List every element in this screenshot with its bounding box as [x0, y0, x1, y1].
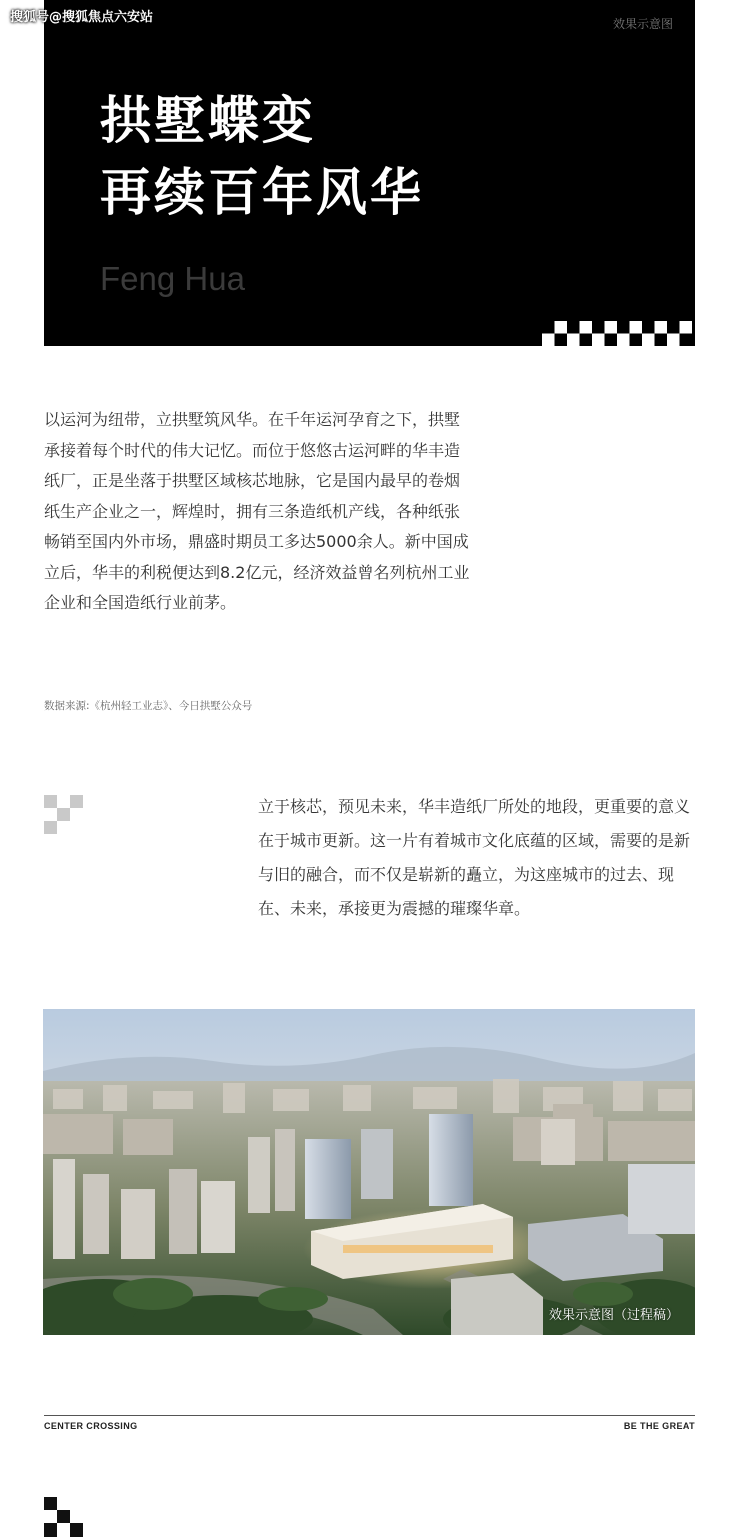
render-caption: 效果示意图（过程稿） [548, 1308, 679, 1323]
pixel-deco-icon [44, 795, 83, 834]
city-rendering-illustration [43, 1009, 695, 1335]
city-rendering-image [43, 1009, 695, 1335]
intro-paragraph: 以运河为纽带，立拱墅筑风华。在千年运河孕育之下，拱墅承接着每个时代的伟大记忆。而位于悠悠古运河畔的华丰造纸厂，正是坐落于拱墅区域核芯地脉，它是国内最早的卷烟纸生产企业之一，辉煌时，拥有三条造纸机产线，各种纸张畅销至国内外市场，鼎盛时期员工多达5000余人。新中国成立后，华丰的利税便达到8.2亿元，经济效益曾名列杭州工业企业和全国造纸行业前茅。 [44, 410, 470, 612]
hero-title-line-2: 再续百年风华 [100, 164, 425, 223]
footer-left-label: CENTER CROSSING [44, 1421, 138, 1431]
hero-title-line-1: 拱墅蝶变 [100, 92, 317, 151]
data-source-note: 数据来源:《杭州轻工业志》、今日拱墅公众号 [44, 700, 253, 712]
hero-subtitle: Feng Hua [100, 260, 245, 297]
hero-caption: 效果示意图 [612, 17, 673, 31]
vision-paragraph: 立于核芯，预见未来，华丰造纸厂所处的地段，更重要的意义在于城市更新。这一片有着城市文化底蕴的区域，需要的是新与旧的融合，而不仅是崭新的矗立，为这座城市的过去、现在、未来，承接更为震撼的璀璨华章。 [258, 797, 691, 918]
hero-banner [44, 0, 695, 346]
watermark: 搜狐号@搜狐焦点六安站 [10, 10, 154, 25]
footer-right-label: BE THE GREAT [623, 1421, 695, 1431]
footer-divider [44, 1415, 695, 1416]
hero-title [100, 86, 424, 230]
pixel-deco-icon-bottom [44, 1497, 83, 1537]
checker-pattern [542, 321, 695, 346]
